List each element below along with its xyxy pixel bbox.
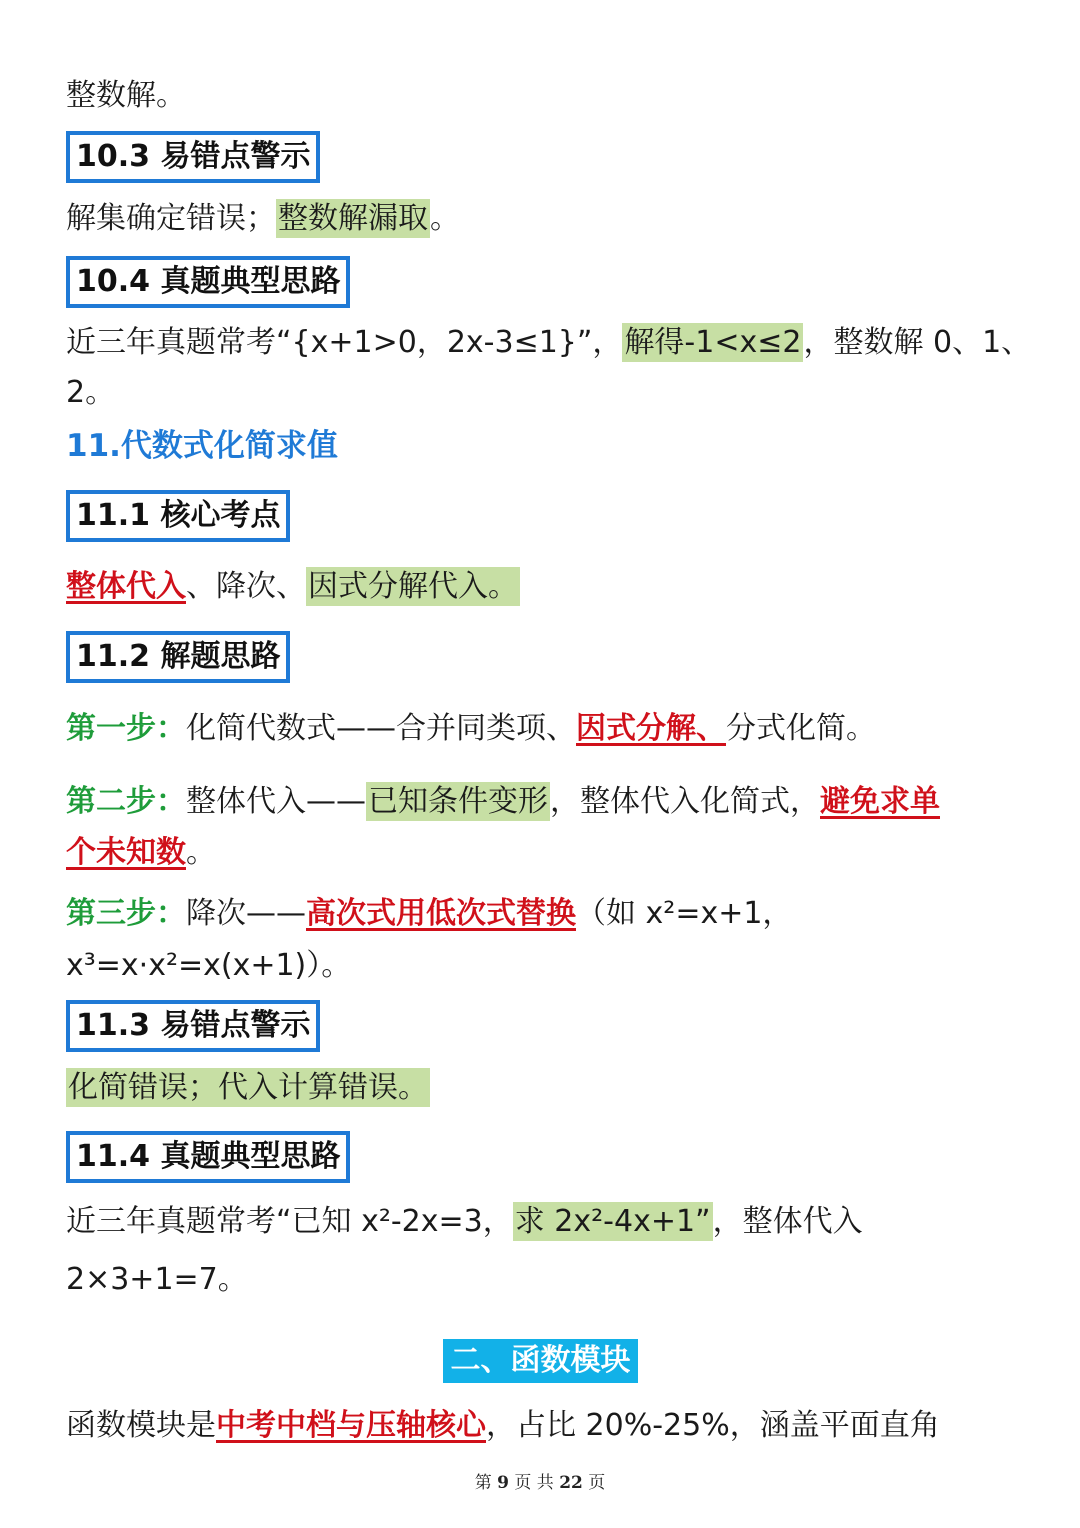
section-11-title: 11.代数式化简求值 — [66, 428, 338, 464]
paragraph-10-3 — [66, 195, 460, 243]
text-segment: ，占比 20%-25%，涵盖平面直角 — [486, 1408, 940, 1443]
footer-text: 页 — [588, 1473, 606, 1493]
step-2-line-1 — [66, 778, 940, 826]
footer-text: 第 — [474, 1473, 492, 1493]
heading-10-3: 10.3 易错点警示 — [66, 131, 320, 183]
highlight-text: 化简错误；代入计算错误。 — [68, 1070, 428, 1105]
paragraph-10-4-line-2: 2。 — [66, 375, 116, 410]
paragraph-10-4-line-1 — [66, 319, 1031, 367]
step-label: 第三步： — [66, 896, 186, 931]
paragraph-intro-end: 整数解。 — [66, 78, 186, 113]
heading-11-3: 11.3 易错点警示 — [66, 1000, 320, 1052]
step-label: 第二步： — [66, 784, 186, 819]
paragraph-11-4-line-2: 2×3+1=7。 — [66, 1262, 248, 1297]
paragraph-11-3 — [66, 1064, 430, 1112]
text-segment: 、降次、 — [186, 569, 306, 604]
text-segment: 整体代入—— — [186, 784, 366, 819]
emphasis-text: 因式分解、 — [576, 711, 726, 746]
heading-10-4: 10.4 真题典型思路 — [66, 256, 350, 308]
text-segment: 分式化简。 — [726, 711, 876, 746]
text-segment: 函数模块是 — [66, 1408, 216, 1443]
page-footer — [0, 1468, 1080, 1493]
emphasis-text: 整体代入 — [66, 569, 186, 604]
paragraph-11-4-line-1 — [66, 1198, 863, 1246]
heading-11-4: 11.4 真题典型思路 — [66, 1131, 350, 1183]
text-segment: ，整数解 0、1、 — [803, 325, 1032, 360]
paragraph-11-1 — [66, 563, 520, 611]
emphasis-text: 中考中档与压轴核心 — [216, 1408, 486, 1443]
paragraph-function-module — [66, 1402, 940, 1450]
step-3-line-1 — [66, 890, 792, 938]
text-segment: 近三年真题常考“已知 x²-2x=3， — [66, 1204, 513, 1239]
highlight-text: 求 2x²-4x+1” — [514, 1204, 711, 1239]
page-number: 9 — [497, 1473, 509, 1493]
text-segment: 解集确定错误； — [66, 201, 276, 236]
highlight-text: 整数解漏取 — [278, 201, 428, 236]
heading-11-1: 11.1 核心考点 — [66, 490, 290, 542]
text-segment: 降次—— — [186, 896, 306, 931]
text-segment: 化简代数式——合并同类项、 — [186, 711, 576, 746]
text-segment: （如 x²=x+1， — [576, 896, 793, 931]
highlight-text: 已知条件变形 — [368, 784, 548, 819]
step-label: 第一步： — [66, 711, 186, 746]
emphasis-text: 个未知数 — [66, 835, 186, 870]
text-segment: 近三年真题常考“{x+1>0，2x-3≤1}”， — [66, 325, 623, 360]
highlight-text: 解得-1<x≤2 — [624, 325, 802, 360]
heading-11-2: 11.2 解题思路 — [66, 631, 290, 683]
step-2-line-2 — [66, 829, 216, 877]
section-title-function-module: 二、函数模块 — [443, 1339, 638, 1383]
step-1 — [66, 705, 876, 753]
total-pages: 22 — [559, 1473, 583, 1493]
highlight-text: 因式分解代入。 — [308, 569, 518, 604]
text-segment: 。 — [186, 835, 216, 870]
text-segment: 。 — [430, 201, 460, 236]
text-segment: ，整体代入化简式， — [550, 784, 820, 819]
step-3-line-2: x³=x·x²=x(x+1)）。 — [66, 948, 352, 983]
emphasis-text: 避免求单 — [820, 784, 940, 819]
emphasis-text: 高次式用低次式替换 — [306, 896, 576, 931]
text-segment: ，整体代入 — [712, 1204, 863, 1239]
footer-text: 页 共 — [514, 1473, 554, 1493]
